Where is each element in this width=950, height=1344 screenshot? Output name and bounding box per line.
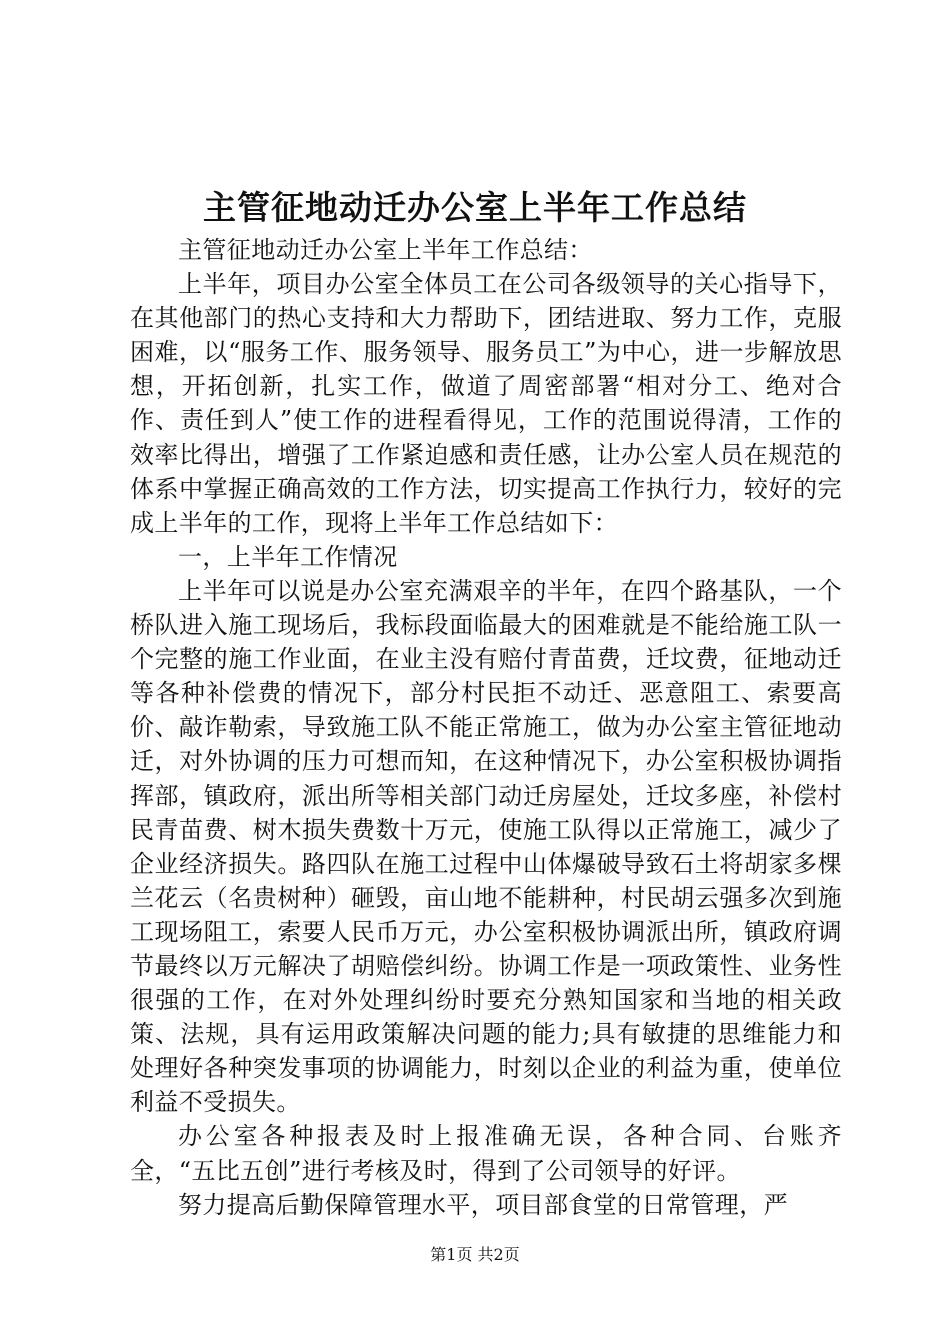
- section-heading: 一，上半年工作情况: [178, 542, 398, 571]
- document-title: 主管征地动迁办公室上半年工作总结: [203, 188, 747, 227]
- page-footer: 第1页 共2页: [430, 1245, 520, 1264]
- paragraph-intro: 主管征地动迁办公室上半年工作总结：: [178, 236, 593, 264]
- document-body: [130, 233, 842, 1222]
- paragraph-logistics: 努力提高后勤保障管理水平，项目部食堂的日常管理，严: [178, 1190, 788, 1219]
- paragraph-overview: 上半年，项目办公室全体员工在公司各级领导的关心指导下，在其他部门的热心支持和大力帮助下，团结进取、努力工作，克服困难，以“服务工作、服务领导、服务员工”为中心，进一步解放思想，开拓创新，扎实工作，做道了周密部署“相对分工、绝对合作、责任到人”使工作的进程看得见，工作的范围说得清，工作的效率比得出，增强了工作紧迫感和责任感，让办公室人员在规范的体系中掌握正确高效的工作方法，切实提高工作执行力，较好的完成上半年的工作，现将上半年工作总结如下：: [130, 270, 842, 537]
- paragraph-reports: 办公室各种报表及时上报准确无误，各种合同、台账齐全，“五比五创”进行考核及时，得到了公司领导的好评。: [130, 1122, 842, 1185]
- paragraph-work-situation: 上半年可以说是办公室充满艰辛的半年，在四个路基队，一个桥队进入施工现场后，我标段面临最大的困难就是不能给施工队一个完整的施工作业面，在业主没有赔付青苗费，迁坟费，征地动迁等各种补偿费的情况下，部分村民拒不动迁、恶意阻工、索要高价、敲诈勒索，导致施工队不能正常施工，做为办公室主管征地动迁，对外协调的压力可想而知，在这种情况下，办公室积极协调指挥部，镇政府，派出所等相关部门动迁房屋处，迁坟多座，补偿村民青苗费、树木损失费数十万元，使施工队得以正常施工，减少了企业经济损失。路四队在施工过程中山体爆破导致石土将胡家多棵兰花云（名贵树种）砸毁，亩山地不能耕种，村民胡云强多次到施工现场阻工，索要人民币万元，办公室积极协调派出所，镇政府调节最终以万元解决了胡赔偿纠纷。协调工作是一项政策性、业务性很强的工作，在对外处理纠纷时要充分熟知国家和当地的相关政策、法规，具有运用政策解决问题的能力;具有敏捷的思维能力和处理好各种突发事项的协调能力，时刻以企业的利益为重，使单位利益不受损失。: [130, 576, 842, 1117]
